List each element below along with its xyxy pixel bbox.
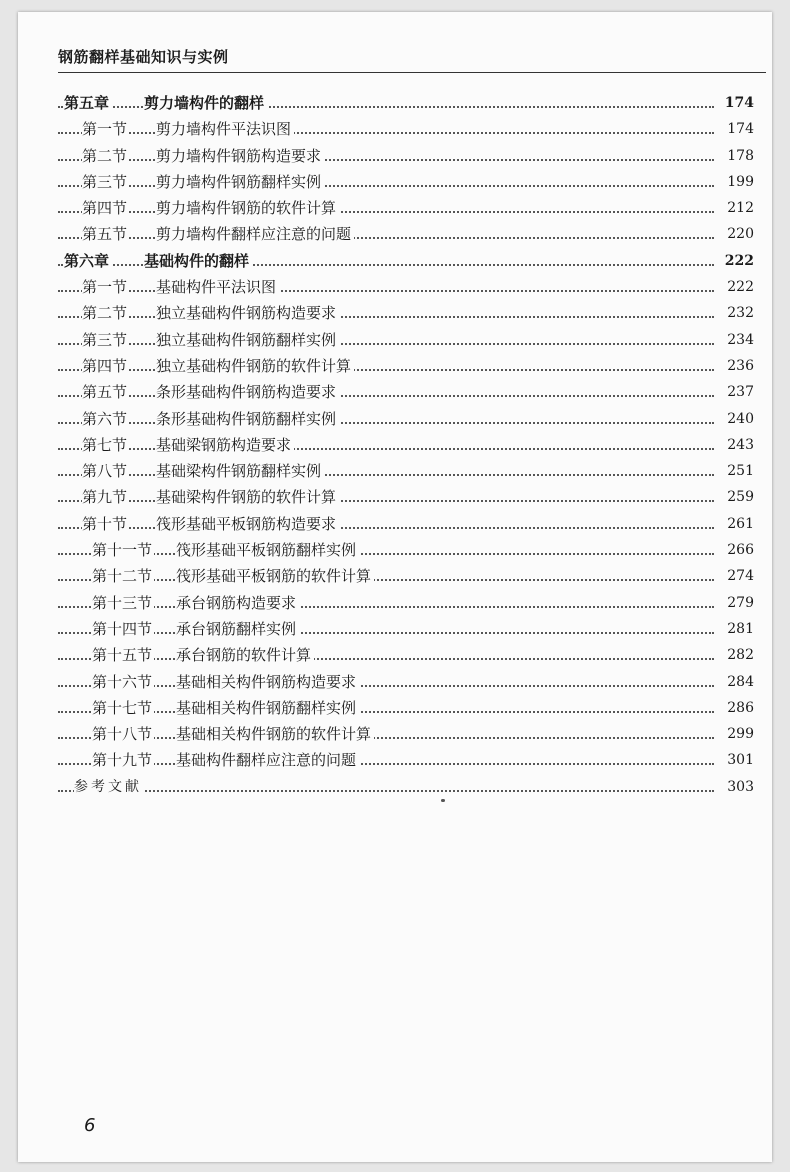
toc-entry-label: 第五节 bbox=[82, 379, 129, 405]
toc-references-entry[interactable] bbox=[18, 774, 772, 800]
toc-entry-page: 282 bbox=[714, 642, 754, 668]
toc-entry-label: 第三节 bbox=[82, 169, 129, 195]
toc-entry-title: 剪力墙构件翻样应注意的问题 bbox=[156, 221, 354, 247]
toc-entry-page: 237 bbox=[714, 379, 754, 405]
toc-entry-title: 筏形基础平板钢筋的软件计算 bbox=[176, 563, 374, 589]
toc-entry-page: 251 bbox=[714, 458, 754, 484]
toc-entry-title: 独立基础构件钢筋构造要求 bbox=[156, 300, 339, 326]
toc-entry-label: 第十四节 bbox=[92, 616, 154, 642]
toc-section-entry[interactable] bbox=[18, 300, 772, 326]
toc-entry-title: 剪力墙构件钢筋的软件计算 bbox=[156, 195, 339, 221]
toc-section-entry[interactable] bbox=[18, 406, 772, 432]
toc-entry-label: 第五节 bbox=[82, 221, 129, 247]
toc-section-entry[interactable] bbox=[18, 195, 772, 221]
toc-section-entry[interactable] bbox=[18, 484, 772, 510]
toc-entry-title: 基础梁构件钢筋翻样实例 bbox=[156, 458, 324, 484]
toc-entry-title: 剪力墙构件钢筋构造要求 bbox=[156, 143, 324, 169]
toc-entry-page: 174 bbox=[714, 116, 754, 142]
toc-section-entry[interactable] bbox=[18, 616, 772, 642]
toc-entry-page: 232 bbox=[714, 300, 754, 326]
toc-entry-title: 基础梁钢筋构造要求 bbox=[156, 432, 294, 458]
toc-entry-title: 筏形基础平板钢筋翻样实例 bbox=[176, 537, 359, 563]
toc-entry-label: 第十二节 bbox=[92, 563, 154, 589]
toc-entry-title: 基础构件翻样应注意的问题 bbox=[176, 747, 359, 773]
toc-entry-page: 266 bbox=[714, 537, 754, 563]
toc-entry-title: 基础相关构件钢筋的软件计算 bbox=[176, 721, 374, 747]
toc-entry-label: 第十五节 bbox=[92, 642, 154, 668]
print-speck bbox=[441, 799, 445, 802]
toc-entry-label: 第九节 bbox=[82, 484, 129, 510]
toc-entry-label: 第十六节 bbox=[92, 669, 154, 695]
toc-section-entry[interactable] bbox=[18, 379, 772, 405]
toc-entry-page: 299 bbox=[714, 721, 754, 747]
dot-leader bbox=[58, 579, 714, 581]
book-page bbox=[18, 12, 772, 1162]
toc-entry-title: 剪力墙构件平法识图 bbox=[156, 116, 294, 142]
toc-section-entry[interactable] bbox=[18, 169, 772, 195]
toc-section-entry[interactable] bbox=[18, 143, 772, 169]
dot-leader bbox=[58, 658, 714, 660]
toc-entry-page: 286 bbox=[714, 695, 754, 721]
toc-entry-label: 第十一节 bbox=[92, 537, 154, 563]
toc-entry-page: 303 bbox=[714, 774, 754, 800]
dot-leader bbox=[58, 553, 714, 555]
toc-entry-title: 筏形基础平板钢筋构造要求 bbox=[156, 511, 339, 537]
toc-entry-page: 279 bbox=[714, 590, 754, 616]
toc-entry-page: 259 bbox=[714, 484, 754, 510]
table-of-contents bbox=[18, 90, 772, 800]
toc-entry-label: 第三节 bbox=[82, 327, 129, 353]
toc-section-entry[interactable] bbox=[18, 274, 772, 300]
toc-section-entry[interactable] bbox=[18, 563, 772, 589]
toc-entry-page: 222 bbox=[714, 274, 754, 300]
toc-section-entry[interactable] bbox=[18, 432, 772, 458]
toc-section-entry[interactable] bbox=[18, 327, 772, 353]
toc-entry-label: 第四节 bbox=[82, 353, 129, 379]
toc-entry-label: 第十七节 bbox=[92, 695, 154, 721]
toc-entry-title: 基础构件平法识图 bbox=[156, 274, 279, 300]
toc-chapter-entry[interactable] bbox=[18, 248, 772, 274]
toc-entry-label: 第八节 bbox=[82, 458, 129, 484]
dot-leader bbox=[58, 790, 714, 792]
toc-entry-label: 第六节 bbox=[82, 406, 129, 432]
running-header: 钢筋翻样基础知识与实例 bbox=[58, 48, 229, 66]
dot-leader bbox=[58, 763, 714, 765]
toc-entry-label: 第二节 bbox=[82, 143, 129, 169]
toc-chapter-entry[interactable] bbox=[18, 90, 772, 116]
toc-entry-title: 承台钢筋的软件计算 bbox=[176, 642, 314, 668]
toc-section-entry[interactable] bbox=[18, 642, 772, 668]
toc-entry-label: 第十三节 bbox=[92, 590, 154, 616]
toc-entry-label: 第五章 bbox=[64, 90, 111, 116]
toc-entry-page: 281 bbox=[714, 616, 754, 642]
toc-entry-page: 240 bbox=[714, 406, 754, 432]
toc-entry-page: 274 bbox=[714, 563, 754, 589]
toc-entry-label: 第二节 bbox=[82, 300, 129, 326]
toc-entry-title: 基础相关构件钢筋构造要求 bbox=[176, 669, 359, 695]
dot-leader bbox=[58, 737, 714, 739]
toc-entry-label: 第六章 bbox=[64, 248, 111, 274]
toc-section-entry[interactable] bbox=[18, 116, 772, 142]
toc-entry-page: 301 bbox=[714, 747, 754, 773]
toc-entry-title: 独立基础构件钢筋翻样实例 bbox=[156, 327, 339, 353]
toc-section-entry[interactable] bbox=[18, 353, 772, 379]
toc-entry-title: 基础梁构件钢筋的软件计算 bbox=[156, 484, 339, 510]
dot-leader bbox=[58, 711, 714, 713]
toc-section-entry[interactable] bbox=[18, 721, 772, 747]
toc-section-entry[interactable] bbox=[18, 221, 772, 247]
toc-section-entry[interactable] bbox=[18, 669, 772, 695]
toc-entry-label: 第四节 bbox=[82, 195, 129, 221]
toc-entry-label: 第一节 bbox=[82, 274, 129, 300]
toc-entry-page: 174 bbox=[714, 90, 754, 116]
toc-entry-label: 参考文献 bbox=[74, 774, 144, 800]
toc-entry-label: 第七节 bbox=[82, 432, 129, 458]
toc-entry-page: 234 bbox=[714, 327, 754, 353]
toc-section-entry[interactable] bbox=[18, 537, 772, 563]
toc-entry-title: 剪力墙构件钢筋翻样实例 bbox=[156, 169, 324, 195]
toc-section-entry[interactable] bbox=[18, 458, 772, 484]
toc-entry-title: 基础相关构件钢筋翻样实例 bbox=[176, 695, 359, 721]
toc-entry-page: 243 bbox=[714, 432, 754, 458]
toc-entry-title: 条形基础构件钢筋翻样实例 bbox=[156, 406, 339, 432]
toc-entry-page: 199 bbox=[714, 169, 754, 195]
dot-leader bbox=[58, 685, 714, 687]
toc-entry-page: 236 bbox=[714, 353, 754, 379]
toc-section-entry[interactable] bbox=[18, 511, 772, 537]
toc-entry-page: 220 bbox=[714, 221, 754, 247]
toc-entry-title: 承台钢筋构造要求 bbox=[176, 590, 299, 616]
toc-entry-label: 第十九节 bbox=[92, 747, 154, 773]
dot-leader bbox=[58, 606, 714, 608]
toc-entry-title: 条形基础构件钢筋构造要求 bbox=[156, 379, 339, 405]
page-number: 6 bbox=[84, 1115, 96, 1136]
toc-entry-title: 基础构件的翻样 bbox=[144, 248, 252, 274]
toc-entry-title: 承台钢筋翻样实例 bbox=[176, 616, 299, 642]
toc-entry-label: 第一节 bbox=[82, 116, 129, 142]
toc-section-entry[interactable] bbox=[18, 695, 772, 721]
toc-entry-label: 第十八节 bbox=[92, 721, 154, 747]
toc-section-entry[interactable] bbox=[18, 747, 772, 773]
toc-entry-page: 212 bbox=[714, 195, 754, 221]
toc-entry-title: 剪力墙构件的翻样 bbox=[144, 90, 267, 116]
toc-section-entry[interactable] bbox=[18, 590, 772, 616]
toc-entry-page: 222 bbox=[714, 248, 754, 274]
toc-entry-page: 178 bbox=[714, 143, 754, 169]
toc-entry-label: 第十节 bbox=[82, 511, 129, 537]
toc-entry-title: 独立基础构件钢筋的软件计算 bbox=[156, 353, 354, 379]
toc-entry-page: 284 bbox=[714, 669, 754, 695]
dot-leader bbox=[58, 632, 714, 634]
header-rule bbox=[58, 72, 766, 73]
toc-entry-page: 261 bbox=[714, 511, 754, 537]
